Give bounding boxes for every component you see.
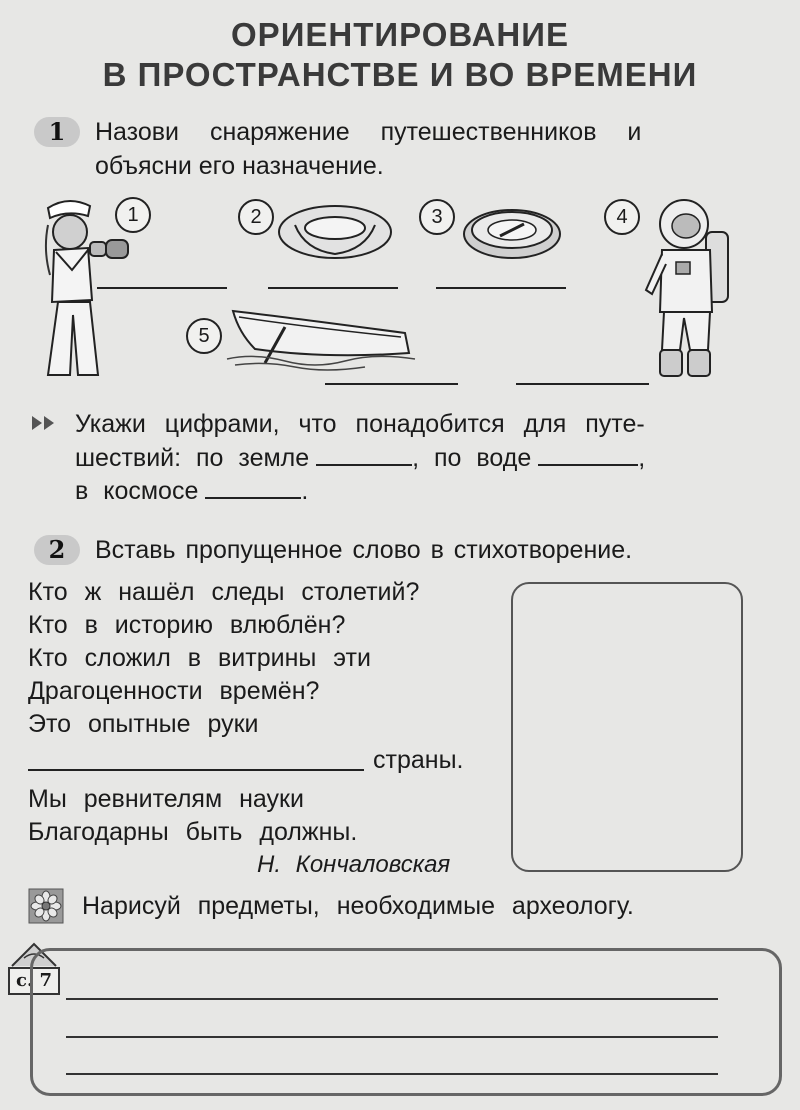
astronaut-icon: [640, 192, 740, 384]
poem-blank-suffix: страны.: [373, 746, 464, 774]
item-1-circle: 1: [115, 197, 151, 233]
task-1-badge: 1: [34, 117, 80, 147]
answer-box-line-2[interactable]: [66, 1036, 718, 1038]
answer-line-5[interactable]: [325, 383, 458, 385]
compass-icon: [460, 198, 565, 264]
item-5-circle: 5: [186, 318, 222, 354]
poem-line-3: Кто сложил в витрины эти: [28, 644, 371, 672]
land-answer-blank[interactable]: [316, 442, 412, 466]
task-2-instruction: Вставь пропущенное слово в стихотворение.: [95, 536, 633, 564]
poem-missing-word-blank[interactable]: [28, 769, 364, 771]
item-4-circle: 4: [604, 199, 640, 235]
task-1-line2: объясни его назначение.: [95, 152, 384, 180]
life-ring-icon: [275, 200, 395, 262]
poem-author: Н. Кончаловская: [257, 851, 451, 878]
subtask-land-label: шествий: по земле: [75, 444, 310, 472]
item-2-circle: 2: [238, 199, 274, 235]
item-3-circle: 3: [419, 199, 455, 235]
task-3-instruction: Нарисуй предметы, необходимые археологу.: [82, 892, 634, 920]
space-answer-blank[interactable]: [205, 475, 301, 499]
answer-box-line-3[interactable]: [66, 1073, 718, 1075]
page-title-line2: В ПРОСТРАНСТВЕ И ВО ВРЕМЕНИ: [102, 56, 698, 93]
answer-line-2[interactable]: [268, 287, 398, 289]
double-arrow-icon: [30, 414, 64, 432]
poem-line-1: Кто ж нашёл следы столетий?: [28, 578, 420, 606]
subtask-space-label: в космосе: [75, 477, 199, 505]
poem-line-4: Драгоценности времён?: [28, 677, 320, 705]
subtask-line2: [75, 442, 645, 474]
subtask-comma: ,: [638, 444, 646, 472]
poem-line-6: Мы ревнителям науки: [28, 785, 304, 813]
task-1-line1: [95, 116, 745, 148]
subtask-line3: [75, 475, 308, 507]
rowing-boat-icon: [225, 303, 425, 371]
poem-line-7: Благодарны быть должны.: [28, 818, 358, 846]
poem-line-5: Это опытные руки: [28, 710, 259, 738]
flower-icon: [28, 888, 64, 924]
task-1-line1-text: Назови снаряжение путешественников и: [95, 118, 642, 146]
poem-illustration-frame: [511, 582, 743, 872]
task-2-badge: 2: [34, 535, 80, 565]
subtask-water-label: , по воде: [412, 444, 532, 472]
page-title-line1: ОРИЕНТИРОВАНИЕ: [231, 16, 569, 53]
poem-line-2: Кто в историю влюблён?: [28, 611, 346, 639]
answer-line-4[interactable]: [516, 383, 649, 385]
subtask-line1: Укажи цифрами, что понадобится для путе-: [75, 410, 645, 438]
answer-box-line-1[interactable]: [66, 998, 718, 1000]
answer-line-3[interactable]: [436, 287, 566, 289]
water-answer-blank[interactable]: [538, 442, 638, 466]
subtask-period: .: [301, 477, 309, 505]
answer-line-1[interactable]: [97, 287, 227, 289]
page-number-tab: с. 7: [8, 967, 60, 995]
